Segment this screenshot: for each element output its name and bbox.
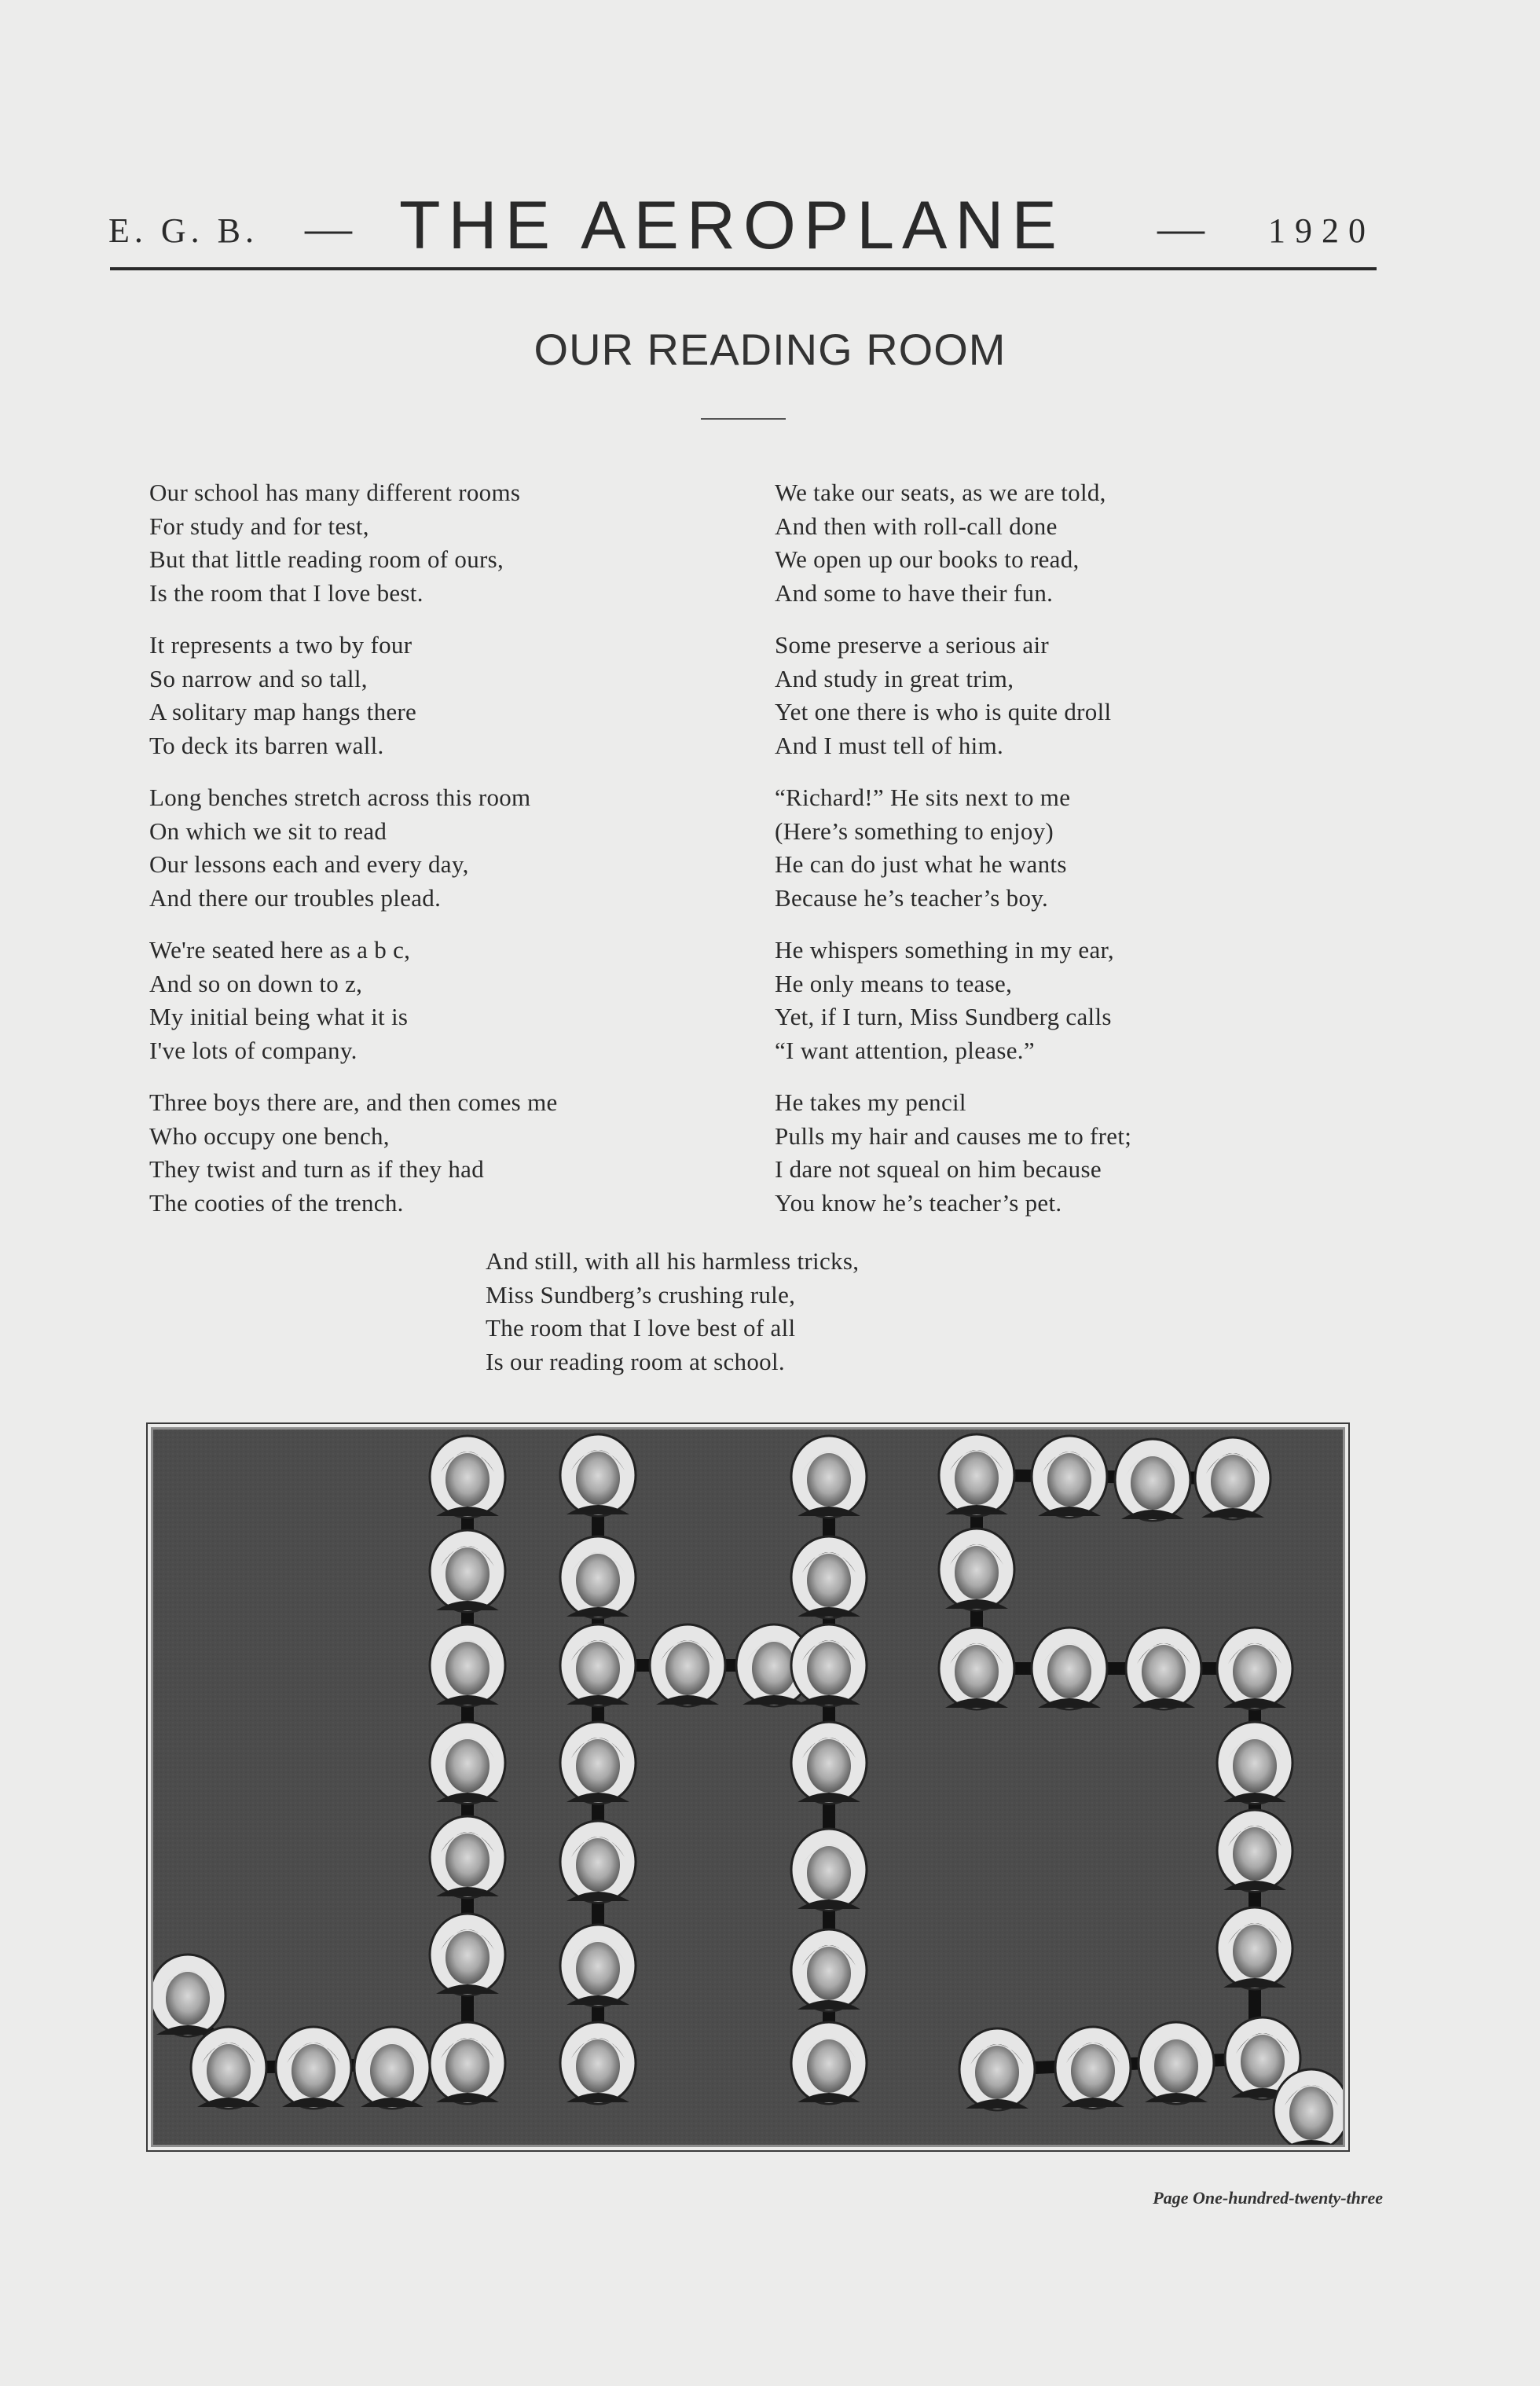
poem-line: I've lots of company. <box>149 1036 358 1064</box>
poem-line: You know he’s teacher’s pet. <box>775 1188 1062 1217</box>
portrait-oval <box>560 1821 636 1903</box>
portrait-oval <box>560 1925 636 2006</box>
poem-line: “I want attention, please.” <box>775 1036 1035 1064</box>
poem-line: The room that I love best of all <box>486 1314 796 1342</box>
header-dash-left: — <box>305 202 352 254</box>
poem-line: And study in great trim, <box>775 664 1014 692</box>
portrait-oval <box>191 2027 266 2109</box>
portrait-oval <box>276 2027 351 2109</box>
poem-line: On which we sit to read <box>149 817 387 845</box>
portrait-oval <box>430 1914 505 1995</box>
stanza <box>149 781 746 915</box>
poem-line: He can do just what he wants <box>775 850 1067 878</box>
portrait-oval <box>650 1624 725 1706</box>
poem-line: My initial being what it is <box>149 1003 409 1030</box>
stanza <box>775 781 1372 915</box>
portrait-oval <box>1217 1722 1292 1804</box>
poem-line: Our lessons each and every day, <box>149 850 469 878</box>
portrait-oval <box>959 2028 1035 2110</box>
poem-line: We open up our books to read, <box>775 545 1080 573</box>
portrait-oval <box>560 1434 636 1516</box>
poem-line: (Here’s something to enjoy) <box>775 817 1054 845</box>
poem-line: And I must tell of him. <box>775 731 1004 759</box>
poem-line: To deck its barren wall. <box>149 731 384 759</box>
poem-line: “Richard!” He sits next to me <box>775 784 1071 811</box>
portrait-collage <box>153 1430 1343 2145</box>
poem-line: Yet one there is who is quite droll <box>775 698 1112 725</box>
portrait-oval <box>560 2022 636 2104</box>
publication-title: THE AEROPLANE <box>399 188 1065 263</box>
portrait-oval <box>430 1436 505 1518</box>
portrait-oval <box>791 1829 867 1911</box>
poem-line: Yet, if I turn, Miss Sundberg calls <box>775 1003 1112 1030</box>
portrait-oval <box>1115 1439 1190 1521</box>
header-year: 1920 <box>1268 211 1375 250</box>
poem-line: Who occupy one bench, <box>149 1121 390 1150</box>
poem-line: A solitary map hangs there <box>149 698 417 725</box>
poem-line: And some to have their fun. <box>775 578 1054 607</box>
portrait-oval <box>430 1624 505 1706</box>
portrait-oval <box>1217 1628 1292 1709</box>
poem-line: Some preserve a serious air <box>775 631 1049 659</box>
portrait-oval <box>1055 2027 1131 2109</box>
portrait-oval <box>560 1722 636 1804</box>
stanza <box>775 476 1372 610</box>
poem-line: So narrow and so tall, <box>149 664 368 692</box>
poem-line: It represents a two by four <box>149 631 412 659</box>
poem-line: I dare not squeal on him because <box>775 1155 1102 1183</box>
portrait-oval <box>430 1722 505 1804</box>
poem-line: For study and for test, <box>149 512 369 540</box>
poem-line: Miss Sundberg’s crushing rule, <box>486 1280 796 1309</box>
stanza <box>775 1086 1372 1220</box>
portrait-oval <box>1126 1628 1201 1709</box>
poem-line: Is the room that I love best. <box>149 578 424 607</box>
portrait-oval <box>1032 1628 1107 1709</box>
poem-line: Is our reading room at school. <box>486 1347 785 1375</box>
poem-line: Because he’s teacher’s boy. <box>775 883 1049 912</box>
header-rule <box>110 267 1377 270</box>
poem-line: But that little reading room of ours, <box>149 545 504 573</box>
portrait-oval <box>939 1628 1014 1709</box>
portrait-oval <box>791 1536 867 1618</box>
portrait-oval <box>1032 1436 1107 1518</box>
portrait-collage-photo <box>151 1427 1345 2147</box>
stanza <box>775 934 1372 1067</box>
poem-line: Three boys there are, and then comes me <box>149 1088 558 1116</box>
portrait-oval <box>560 1624 636 1706</box>
portrait-oval <box>354 2027 430 2109</box>
poem-line: He takes my pencil <box>775 1088 966 1116</box>
portrait-oval <box>1138 2022 1214 2104</box>
poem-line: We take our seats, as we are told, <box>775 479 1106 506</box>
portrait-oval <box>560 1536 636 1618</box>
running-header <box>108 187 1375 266</box>
poem-line: We're seated here as a b c, <box>149 936 411 964</box>
poem-right-column <box>775 476 1372 1239</box>
poem-line: And there our troubles plead. <box>149 883 442 912</box>
portrait-oval <box>939 1434 1014 1516</box>
portrait-oval <box>1217 1810 1292 1892</box>
poem-line: He only means to tease, <box>775 969 1013 997</box>
portrait-oval <box>791 2022 867 2104</box>
portrait-oval <box>1217 1907 1292 1989</box>
portrait-oval <box>430 1816 505 1898</box>
stanza <box>149 934 746 1067</box>
stanza <box>149 476 746 610</box>
poem-title: OUR READING ROOM <box>534 325 1006 374</box>
poem-line: And still, with all his harmless tricks, <box>486 1247 860 1275</box>
header-dash-right: — <box>1157 202 1204 254</box>
portrait-oval <box>939 1529 1014 1610</box>
stanza <box>775 629 1372 762</box>
header-initials: E. G. B. <box>108 211 258 250</box>
portrait-oval <box>791 1624 867 1706</box>
portrait-oval <box>791 1436 867 1518</box>
title-divider <box>701 418 786 420</box>
poem-line: They twist and turn as if they had <box>149 1155 485 1183</box>
portrait-oval <box>153 1955 226 2036</box>
portrait-oval <box>430 2022 505 2104</box>
portrait-oval <box>1274 2069 1343 2145</box>
poem-left-column <box>149 476 746 1239</box>
stanza <box>149 629 746 762</box>
portrait-oval <box>430 1530 505 1612</box>
stanza <box>149 1086 746 1220</box>
poem-line: The cooties of the trench. <box>149 1188 404 1217</box>
poem-line: Pulls my hair and causes me to fret; <box>775 1121 1132 1150</box>
poem-line: He whispers something in my ear, <box>775 936 1114 964</box>
poem-line: Long benches stretch across this room <box>149 784 531 811</box>
final-stanza <box>486 1245 1114 1378</box>
page-number: Page One-hundred-twenty-three <box>1153 2188 1383 2208</box>
poem-line: And so on down to z, <box>149 969 363 997</box>
portrait-oval <box>791 1929 867 2011</box>
poem-line: And then with roll-call done <box>775 512 1058 540</box>
portrait-oval <box>791 1722 867 1804</box>
portrait-oval <box>1195 1437 1270 1519</box>
poem-line: Our school has many different rooms <box>149 479 521 506</box>
